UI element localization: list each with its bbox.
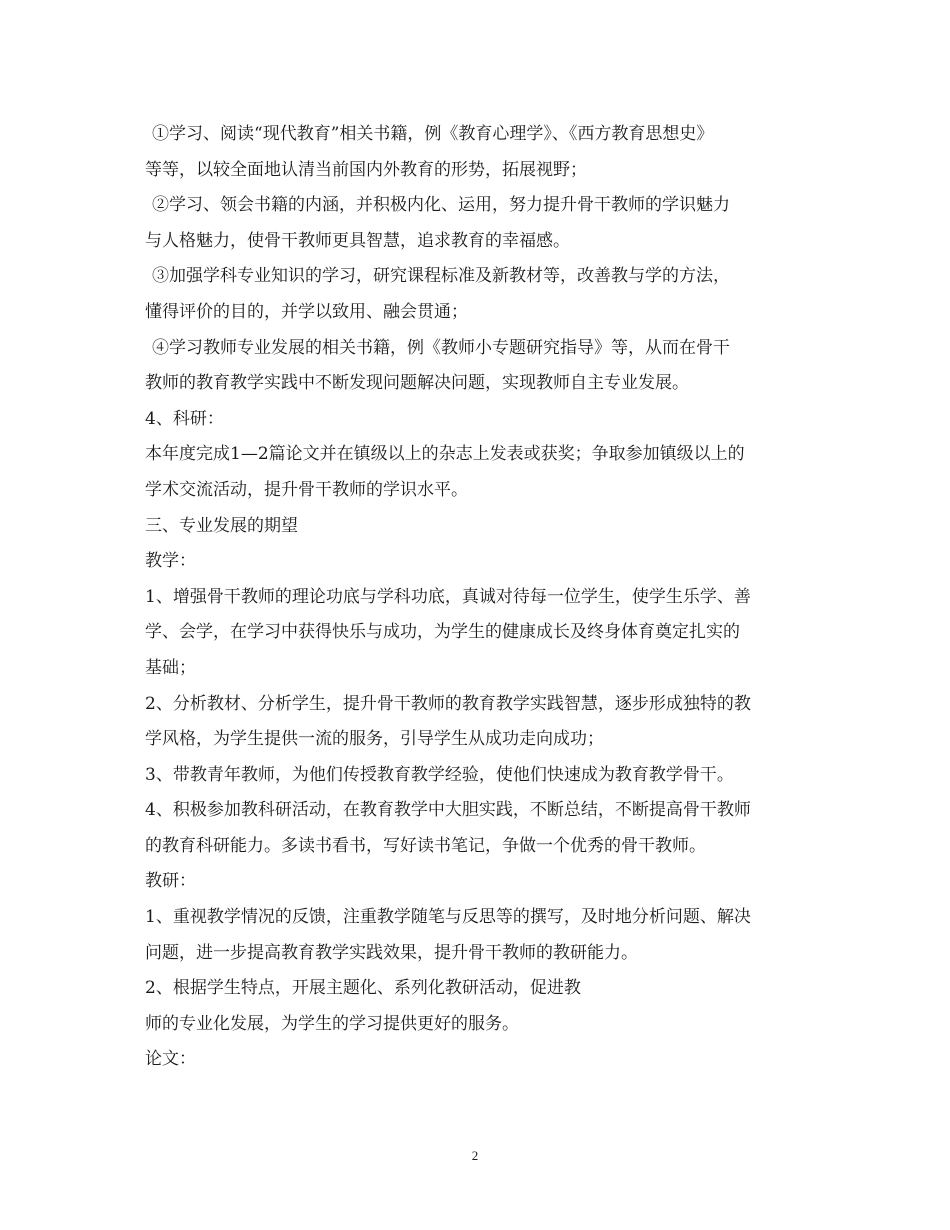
page-number: 2 xyxy=(471,1148,479,1163)
text-line: 4、积极参加教科研活动，在教育教学中大胆实践，不断总结，不断提高骨干教师 xyxy=(145,800,751,821)
section-heading: 4、科研： xyxy=(145,408,224,429)
text-line: 3、带教青年教师，为他们传授教育教学经验，使他们快速成为教育教学骨干。 xyxy=(145,764,734,785)
text-line: 学、会学，在学习中获得快乐与成功，为学生的健康成长及终身体育奠定扎实的 xyxy=(145,622,740,643)
text-line: 2、根据学生特点，开展主题化、系列化教研活动，促进教 xyxy=(145,978,581,999)
text-line: 与人格魅力，使骨干教师更具智慧，追求教育的幸福感。 xyxy=(145,230,570,251)
text-line: ①学习、阅读“现代教育”相关书籍，例《教育心理学》、《西方教育思想史》 xyxy=(152,124,714,144)
text-line: 等等，以较全面地认清当前国内外教育的形势，拓展视野； xyxy=(145,159,587,180)
text-line: ④学习教师专业发展的相关书籍，例《教师小专题研究指导》等，从而在骨干 xyxy=(152,337,730,358)
text-line: ②学习、领会书籍的内涵，并积极内化、运用，努力提升骨干教师的学识魅力 xyxy=(152,195,730,216)
text-line: 懂得评价的目的，并学以致用、融会贯通； xyxy=(145,301,468,322)
section-heading: 教学： xyxy=(145,551,196,572)
section-heading: 论文： xyxy=(145,1049,196,1070)
text-line: 问题，进一步提高教育教学实践效果，提升骨干教师的教研能力。 xyxy=(145,942,638,963)
section-heading: 教研： xyxy=(145,871,196,892)
text-line: 基础； xyxy=(145,657,196,678)
text-line: 学风格，为学生提供一流的服务，引导学生从成功走向成功； xyxy=(145,729,604,750)
text-line: 学术交流活动，提升骨干教师的学识水平。 xyxy=(145,479,468,500)
text-line: 2、分析教材、分析学生，提升骨干教师的教育教学实践智慧，逐步形成独特的教 xyxy=(145,693,751,714)
text-line: 的教育科研能力。多读书看书，写好读书笔记，争做一个优秀的骨干教师。 xyxy=(145,835,706,856)
text-line: ③加强学科专业知识的学习，研究课程标准及新教材等，改善教与学的方法， xyxy=(152,266,730,287)
text-line: 本年度完成1—2篇论文并在镇级以上的杂志上发表或获奖；争取参加镇级以上的 xyxy=(145,444,745,465)
text-line: 1、增强骨干教师的理论功底与学科功底，真诚对待每一位学生，使学生乐学、善 xyxy=(145,586,751,607)
text-line: 1、重视教学情况的反馈，注重教学随笔与反思等的撰写，及时地分析问题、解决 xyxy=(145,907,751,928)
document-body xyxy=(145,117,815,1078)
text-line: 教师的教育教学实践中不断发现问题解决问题，实现教师自主专业发展。 xyxy=(145,373,689,394)
text-line: 师的专业化发展，为学生的学习提供更好的服务。 xyxy=(145,1013,519,1034)
section-heading: 三、专业发展的期望 xyxy=(145,515,298,536)
